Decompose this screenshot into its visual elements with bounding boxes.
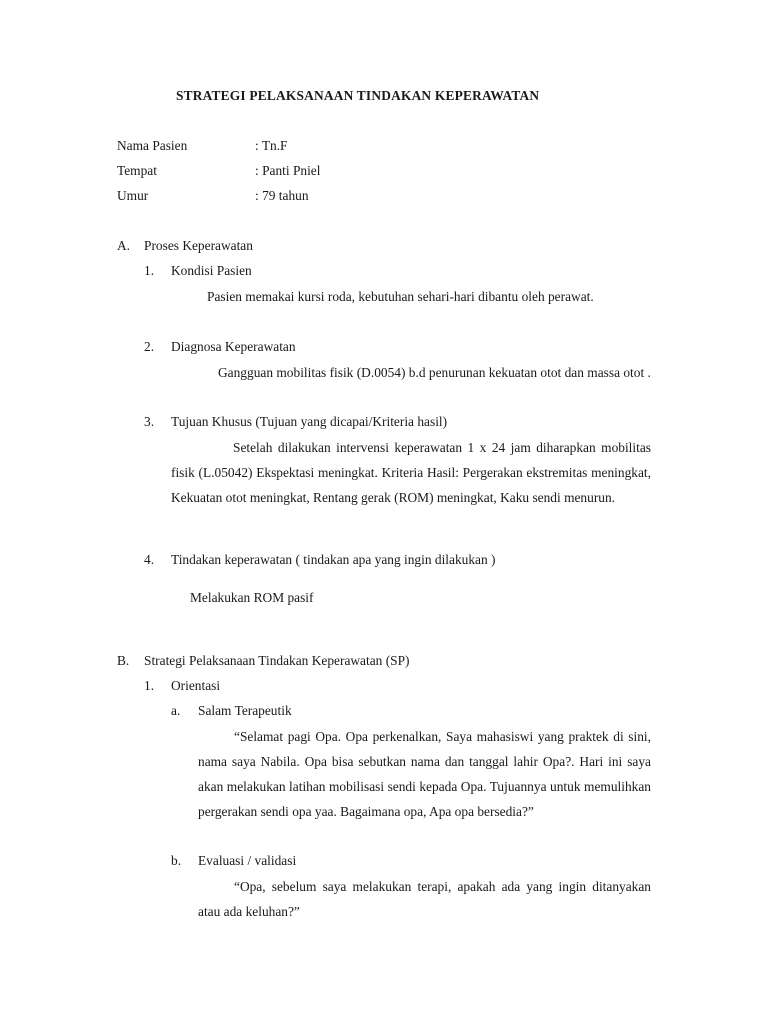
a1-text: Pasien memakai kursi roda, kebutuhan sehari-hari dibantu oleh perawat. xyxy=(207,289,594,304)
identity-value-nama: : Tn.F xyxy=(255,138,288,153)
a3-heading: Tujuan Khusus (Tujuan yang dicapai/Kriteria hasil) xyxy=(171,414,448,429)
a1-number: 1. xyxy=(144,263,155,278)
b1b-text: “Opa, sebelum saya melakukan terapi, apakah ada yang ingin ditanyakan atau ada keluhan?” xyxy=(198,879,651,919)
section-b-marker: B. xyxy=(117,653,130,668)
document-title: STRATEGI PELAKSANAAN TINDAKAN KEPERAWATAN xyxy=(176,88,540,103)
b1a-text: “Selamat pagi Opa. Opa perkenalkan, Saya mahasiswi yang praktek di sini, nama saya Nabila. Opa bisa sebutkan nama dan tanggal lahir Opa?. Hari ini saya akan melakukan latihan mobilisasi sendi kepada Opa. Tujuannya untuk memulihkan pergerakan sendi opa yaa. Bagaimana opa, Apa opa bersedia?” xyxy=(198,729,651,819)
b1b-letter: b. xyxy=(171,853,182,868)
identity-label-umur: Umur xyxy=(117,188,149,203)
a2-number: 2. xyxy=(144,339,155,354)
section-b-heading: Strategi Pelaksanaan Tindakan Keperawatan (SP) xyxy=(144,653,410,668)
b1a-letter: a. xyxy=(171,703,181,718)
a3-number: 3. xyxy=(144,414,155,429)
identity-value-umur: : 79 tahun xyxy=(255,188,309,203)
b1a-heading: Salam Terapeutik xyxy=(198,703,292,718)
b1-number: 1. xyxy=(144,678,155,693)
section-a-marker: A. xyxy=(117,238,131,253)
identity-label-nama: Nama Pasien xyxy=(117,138,188,153)
identity-value-tempat: : Panti Pniel xyxy=(255,163,321,178)
section-a-heading: Proses Keperawatan xyxy=(144,238,253,253)
b1b-heading: Evaluasi / validasi xyxy=(198,853,297,868)
a4-number: 4. xyxy=(144,552,155,567)
b1-heading: Orientasi xyxy=(171,678,221,693)
a2-heading: Diagnosa Keperawatan xyxy=(171,339,296,354)
a3-text: Setelah dilakukan intervensi keperawatan 1 x 24 jam diharapkan mobilitas fisik (L.05042) Ekspektasi meningkat. Kriteria Hasil: Pergerakan ekstremitas meningkat, Kekuatan otot meningkat, Rentang gerak (ROM) meningkat, Kaku sendi menurun. xyxy=(171,440,651,505)
a1-heading: Kondisi Pasien xyxy=(171,263,252,278)
identity-label-tempat: Tempat xyxy=(117,163,157,178)
a4-heading: Tindakan keperawatan ( tindakan apa yang ingin dilakukan ) xyxy=(171,552,496,567)
a4-text: Melakukan ROM pasif xyxy=(190,590,314,605)
a2-text: Gangguan mobilitas fisik (D.0054) b.d penurunan kekuatan otot dan massa otot . xyxy=(218,365,651,380)
